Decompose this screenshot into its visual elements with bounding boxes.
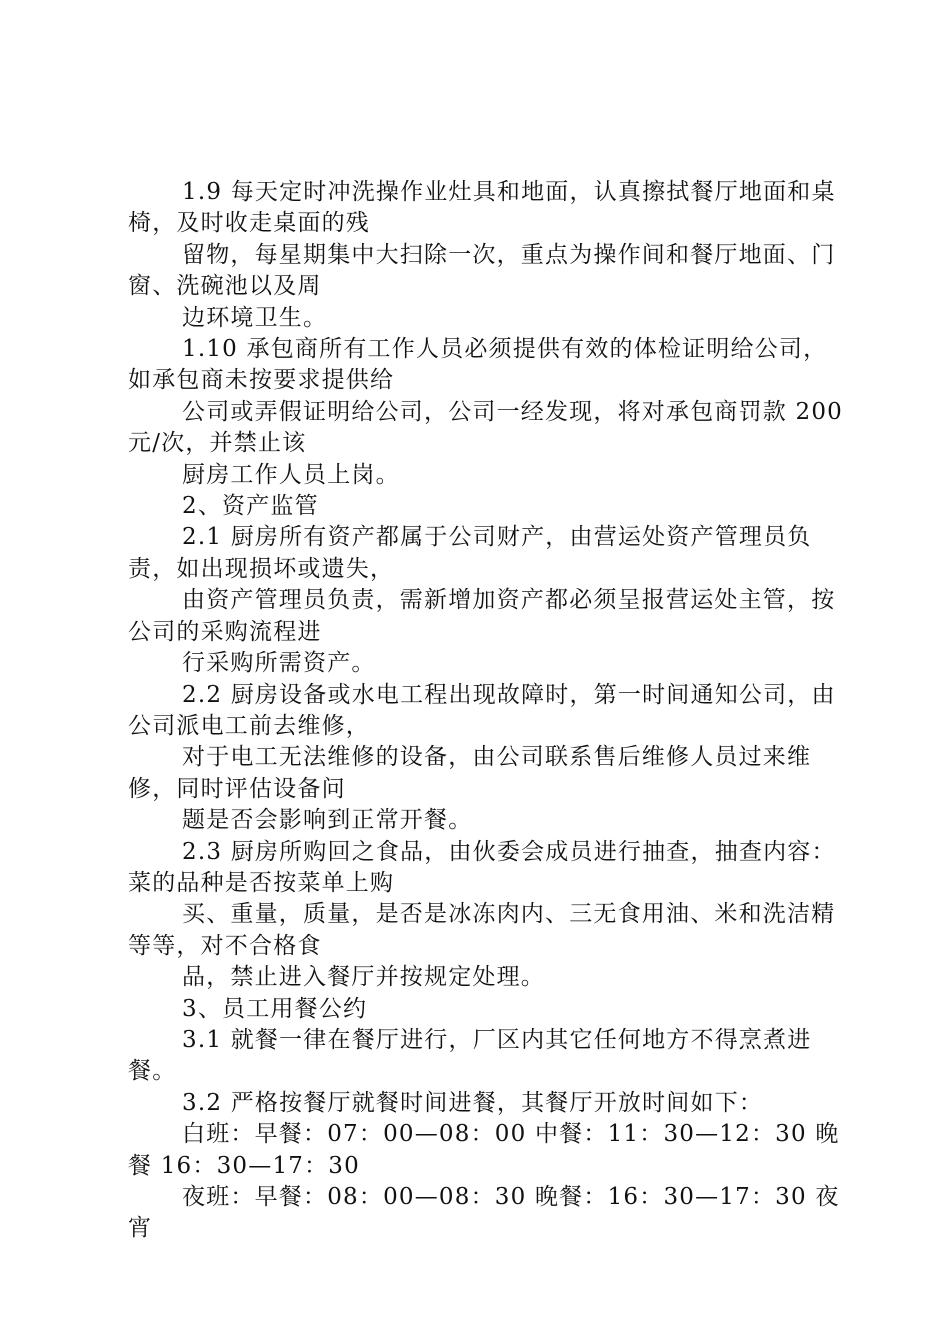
paragraph-3-1: 3.1 就餐一律在餐厅进行，厂区内其它任何地方不得烹煮进餐。 [128, 1026, 812, 1085]
section-heading-3: 3、员工用餐公约 [182, 995, 368, 1022]
paragraph-1-9-cont-2: 边环境卫生。 [182, 304, 328, 331]
paragraph-2-3-cont-2: 品，禁止进入餐厅并按规定处理。 [182, 964, 545, 991]
schedule-night-shift: 夜班：早餐：08：00—08：30 晚餐：16：30—17：30 夜宵 [128, 1184, 840, 1242]
schedule-day-shift: 白班：早餐：07：00—08：00 中餐：11：30—12：30 晚餐 16：30—17：30 [128, 1121, 840, 1179]
paragraph-1-9-cont-1: 留物，每星期集中大扫除一次，重点为操作间和餐厅地面、门窗、洗碗池以及周 [128, 241, 836, 300]
paragraph-3-2: 3.2 严格按餐厅就餐时间进餐，其餐厅开放时间如下： [182, 1089, 764, 1116]
paragraph-2-3: 2.3 厨房所购回之食品，由伙委会成员进行抽查，抽查内容：菜的品种是否按菜单上购 [128, 838, 836, 896]
paragraph-1-10-cont-1: 公司或弄假证明给公司，公司一经发现，将对承包商罚款 200 元/次，并禁止该 [128, 398, 844, 457]
paragraph-2-2-cont-1: 对于电工无法维修的设备，由公司联系售后维修人员过来维修，同时评估设备问 [128, 744, 812, 802]
paragraph-2-1-cont-1: 由资产管理员负责，需新增加资产都必须呈报营运处主管，按公司的采购流程进 [128, 587, 836, 645]
paragraph-2-1: 2.1 厨房所有资产都属于公司财产，由营运处资产管理员负责，如出现损坏或遗失， [128, 524, 812, 582]
paragraph-2-1-cont-2: 行采购所需资产。 [182, 650, 376, 677]
paragraph-2-2-cont-2: 题是否会影响到正常开餐。 [182, 807, 473, 834]
section-heading-2: 2、资产监管 [182, 493, 319, 520]
document-body [128, 177, 844, 1245]
paragraph-1-10: 1.10 承包商所有工作人员必须提供有效的体检证明给公司，如承包商未按要求提供给 [128, 336, 828, 394]
paragraph-2-3-cont-1: 买、重量，质量，是否是冰冻肉内、三无食用油、米和洗洁精等等，对不合格食 [128, 901, 836, 959]
paragraph-2-2: 2.2 厨房设备或水电工程出现故障时，第一时间通知公司，由公司派电工前去维修， [128, 681, 836, 739]
paragraph-1-9: 1.9 每天定时冲洗操作业灶具和地面，认真擦拭餐厅地面和桌椅，及时收走桌面的残 [128, 179, 836, 237]
paragraph-1-10-cont-2: 厨房工作人员上岗。 [182, 461, 400, 488]
